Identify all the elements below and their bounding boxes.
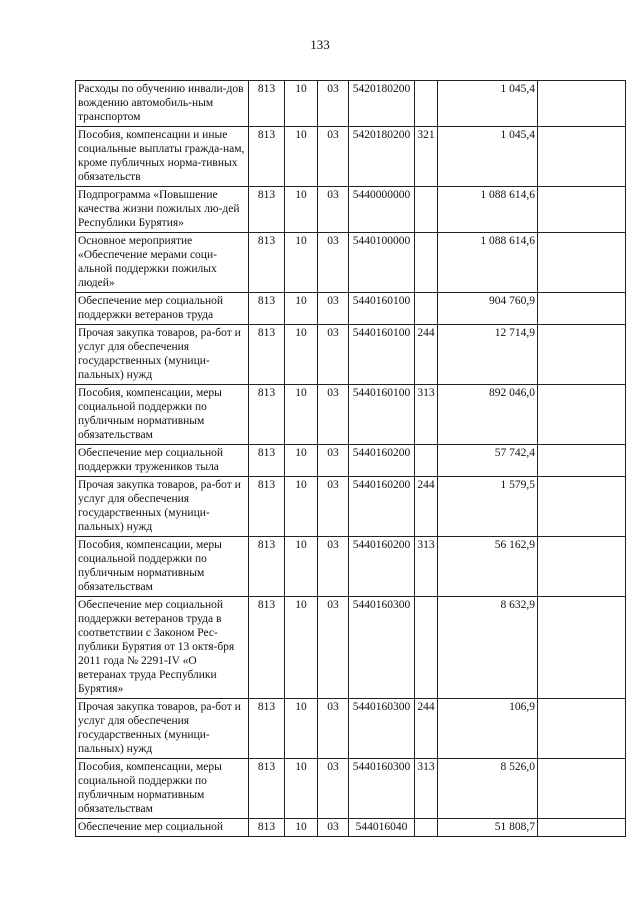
row-empty-column [538,81,626,127]
row-section-code: 10 [285,127,318,187]
table-row [76,759,626,819]
row-name: Расходы по обучению инвали-дов вождению автомобиль-ным транспортом [76,81,249,127]
row-amount: 56 162,9 [438,537,538,597]
table-row [76,233,626,293]
row-amount: 8 526,0 [438,759,538,819]
row-subsection-code: 03 [318,81,349,127]
row-expense-type [415,233,438,293]
row-expense-type: 313 [415,385,438,445]
row-amount: 1 088 614,6 [438,233,538,293]
row-section-code: 10 [285,537,318,597]
row-subsection-code: 03 [318,233,349,293]
row-name: Обеспечение мер социальной [76,819,249,837]
row-name: Пособия, компенсации и иные социальные выплаты гражда-нам, кроме публичных норма-тивных обязательств [76,127,249,187]
row-amount: 12 714,9 [438,325,538,385]
row-expense-type [415,293,438,325]
row-name: Прочая закупка товаров, ра-бот и услуг для обеспечения государственных (муници-пальных) нужд [76,325,249,385]
row-section-code: 10 [285,81,318,127]
row-grbs-code: 813 [249,187,285,233]
row-grbs-code: 813 [249,127,285,187]
row-subsection-code: 03 [318,597,349,699]
row-name: Прочая закупка товаров, ра-бот и услуг для обеспечения государственных (муници-пальных) нужд [76,699,249,759]
row-target-article: 5440160200 [349,477,415,537]
row-name: Пособия, компенсации, меры социальной поддержки по публичным нормативным обязательствам [76,385,249,445]
row-amount: 1 579,5 [438,477,538,537]
row-target-article: 5420180200 [349,127,415,187]
row-empty-column [538,445,626,477]
table-row [76,477,626,537]
row-amount: 1 045,4 [438,127,538,187]
table-row [76,699,626,759]
row-amount: 904 760,9 [438,293,538,325]
row-empty-column [538,187,626,233]
row-empty-column [538,477,626,537]
row-section-code: 10 [285,477,318,537]
table-row [76,385,626,445]
row-expense-type: 244 [415,699,438,759]
row-target-article: 5440160200 [349,537,415,597]
page-number: 133 [310,37,330,52]
row-name: Подпрограмма «Повышение качества жизни пожилых лю-дей Республики Бурятия» [76,187,249,233]
table-row [76,445,626,477]
row-grbs-code: 813 [249,81,285,127]
row-empty-column [538,325,626,385]
row-subsection-code: 03 [318,445,349,477]
row-subsection-code: 03 [318,187,349,233]
row-expense-type [415,187,438,233]
row-grbs-code: 813 [249,293,285,325]
row-grbs-code: 813 [249,325,285,385]
row-amount: 1 045,4 [438,81,538,127]
row-target-article: 5420180200 [349,81,415,127]
row-expense-type: 321 [415,127,438,187]
row-section-code: 10 [285,293,318,325]
row-section-code: 10 [285,445,318,477]
row-target-article: 5440160100 [349,293,415,325]
row-name: Обеспечение мер социальной поддержки ветеранов труда [76,293,249,325]
row-name: Пособия, компенсации, меры социальной поддержки по публичным нормативным обязательствам [76,759,249,819]
row-section-code: 10 [285,597,318,699]
table-row [76,127,626,187]
row-grbs-code: 813 [249,597,285,699]
row-amount: 57 742,4 [438,445,538,477]
row-expense-type: 244 [415,325,438,385]
row-subsection-code: 03 [318,385,349,445]
row-subsection-code: 03 [318,127,349,187]
row-subsection-code: 03 [318,759,349,819]
row-empty-column [538,127,626,187]
row-section-code: 10 [285,233,318,293]
table-row [76,819,626,837]
row-grbs-code: 813 [249,233,285,293]
table-row [76,293,626,325]
table-row [76,187,626,233]
row-section-code: 10 [285,819,318,837]
row-amount: 8 632,9 [438,597,538,699]
table-row [76,537,626,597]
row-name: Обеспечение мер социальной поддержки ветеранов труда в соответствии с Законом Рес-публики Бурятия от 13 октя-бря 2011 года № 2291-IV «О ветеранах труда Республики Бурятия» [76,597,249,699]
row-section-code: 10 [285,325,318,385]
row-grbs-code: 813 [249,537,285,597]
row-empty-column [538,819,626,837]
row-empty-column [538,233,626,293]
row-section-code: 10 [285,385,318,445]
row-section-code: 10 [285,699,318,759]
row-grbs-code: 813 [249,759,285,819]
row-target-article: 5440000000 [349,187,415,233]
row-section-code: 10 [285,187,318,233]
row-expense-type: 244 [415,477,438,537]
row-name: Основное мероприятие «Обеспечение мерами соци-альной поддержки пожилых людей» [76,233,249,293]
row-name: Обеспечение мер социальной поддержки тружеников тыла [76,445,249,477]
row-grbs-code: 813 [249,477,285,537]
row-target-article: 544016040 [349,819,415,837]
row-expense-type: 313 [415,759,438,819]
row-expense-type [415,819,438,837]
row-section-code: 10 [285,759,318,819]
row-target-article: 5440160300 [349,759,415,819]
row-empty-column [538,759,626,819]
budget-table [75,80,626,837]
row-amount: 106,9 [438,699,538,759]
row-expense-type: 313 [415,537,438,597]
row-empty-column [538,537,626,597]
row-subsection-code: 03 [318,293,349,325]
row-grbs-code: 813 [249,385,285,445]
row-subsection-code: 03 [318,537,349,597]
table-body [76,81,626,837]
row-subsection-code: 03 [318,477,349,537]
row-grbs-code: 813 [249,445,285,477]
row-empty-column [538,597,626,699]
table-row [76,325,626,385]
table-row [76,597,626,699]
row-grbs-code: 813 [249,699,285,759]
row-target-article: 5440100000 [349,233,415,293]
row-name: Прочая закупка товаров, ра-бот и услуг для обеспечения государственных (муници-пальных) нужд [76,477,249,537]
row-amount: 51 808,7 [438,819,538,837]
row-target-article: 5440160100 [349,325,415,385]
row-name: Пособия, компенсации, меры социальной поддержки по публичным нормативным обязательствам [76,537,249,597]
row-amount: 892 046,0 [438,385,538,445]
row-amount: 1 088 614,6 [438,187,538,233]
row-empty-column [538,699,626,759]
row-subsection-code: 03 [318,325,349,385]
row-empty-column [538,293,626,325]
row-target-article: 5440160300 [349,699,415,759]
row-target-article: 5440160300 [349,597,415,699]
row-subsection-code: 03 [318,699,349,759]
row-empty-column [538,385,626,445]
row-expense-type [415,445,438,477]
row-grbs-code: 813 [249,819,285,837]
row-subsection-code: 03 [318,819,349,837]
row-target-article: 5440160200 [349,445,415,477]
row-target-article: 5440160100 [349,385,415,445]
table-row [76,81,626,127]
row-expense-type [415,81,438,127]
row-expense-type [415,597,438,699]
